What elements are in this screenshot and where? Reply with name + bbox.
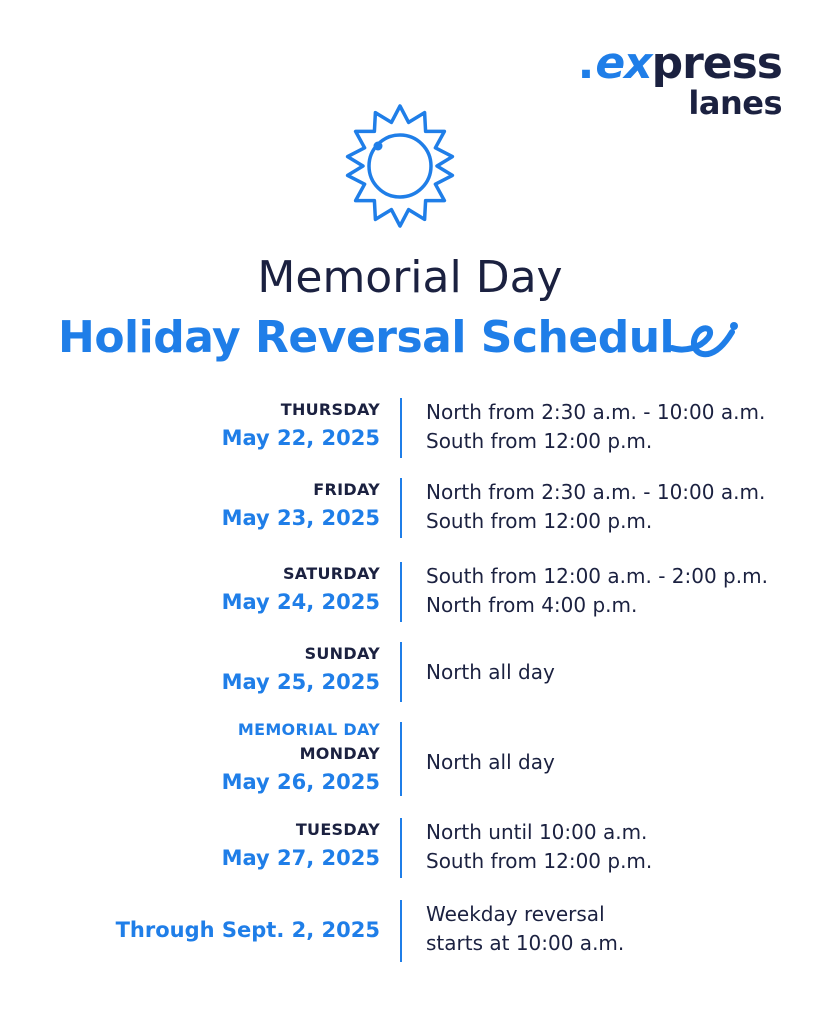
row-date-block: [222, 562, 380, 618]
title-memorial-day: Memorial Day: [257, 252, 563, 303]
row-times: [426, 658, 555, 687]
row-date-block: [116, 914, 380, 946]
schedule-row-memorial-day-monday: [0, 718, 820, 802]
row-date-block: [222, 642, 380, 698]
schedule-row-tuesday: [0, 818, 820, 882]
row-day: SUNDAY: [304, 644, 380, 663]
logo-ex: ex: [595, 38, 652, 89]
schedule-row-through-sept: [0, 900, 820, 964]
row-time-line: North from 2:30 a.m. - 10:00 a.m.: [426, 480, 766, 504]
row-divider: [400, 478, 402, 538]
logo-dot: .: [577, 38, 594, 89]
sun-icon: [336, 102, 464, 230]
row-times: [426, 478, 765, 536]
row-divider: [400, 642, 402, 702]
row-times: [426, 398, 765, 456]
schedule-row-saturday: [0, 562, 820, 626]
row-times: [426, 748, 555, 777]
row-day: SATURDAY: [282, 564, 380, 583]
row-time-line: North until 10:00 a.m.: [426, 820, 648, 844]
row-time-line: South from 12:00 p.m.: [426, 429, 653, 453]
schedule-row-thursday: [0, 398, 820, 462]
row-time-line: North all day: [426, 660, 555, 684]
row-date: May 23, 2025: [221, 506, 380, 530]
title-holiday-reversal-schedule: [58, 312, 740, 363]
row-times: [426, 562, 768, 620]
row-time-line: Weekday reversal: [426, 902, 605, 926]
logo-wordmark-express: [578, 38, 782, 90]
logo-press: press: [651, 38, 782, 89]
row-time-line: starts at 10:00 a.m.: [426, 931, 625, 955]
row-time-line: North all day: [426, 750, 555, 774]
row-time-line: South from 12:00 p.m.: [426, 509, 653, 533]
row-date: May 22, 2025: [221, 426, 380, 450]
row-date-block: [222, 478, 380, 534]
row-day: THURSDAY: [280, 400, 380, 419]
row-day: TUESDAY: [295, 820, 380, 839]
row-date-block: [222, 818, 380, 874]
row-time-line: South from 12:00 a.m. - 2:00 p.m.: [426, 564, 768, 588]
swoosh-e-icon: [670, 318, 740, 362]
row-divider: [400, 562, 402, 622]
row-time-line: North from 4:00 p.m.: [426, 593, 638, 617]
row-date: May 27, 2025: [221, 846, 380, 870]
row-time-line: North from 2:30 a.m. - 10:00 a.m.: [426, 400, 766, 424]
row-date-block: [222, 718, 380, 798]
row-time-line: South from 12:00 p.m.: [426, 849, 653, 873]
express-lanes-logo: [542, 38, 782, 122]
row-divider: [400, 722, 402, 796]
row-date: May 24, 2025: [221, 590, 380, 614]
row-divider: [400, 818, 402, 878]
row-date: May 25, 2025: [221, 670, 380, 694]
row-date: May 26, 2025: [221, 770, 380, 794]
row-times: [426, 818, 652, 876]
row-divider: [400, 398, 402, 458]
row-divider: [400, 900, 402, 962]
row-day: MONDAY: [299, 744, 380, 763]
row-day: FRIDAY: [313, 480, 380, 499]
title-schedule-text: Holiday Reversal Schedul: [58, 312, 675, 363]
row-times: [426, 900, 624, 958]
row-date: Through Sept. 2, 2025: [115, 918, 380, 942]
schedule-row-sunday: [0, 642, 820, 706]
logo-wordmark-lanes: lanes: [688, 84, 782, 122]
row-holiday: MEMORIAL DAY: [237, 720, 380, 739]
schedule-row-friday: [0, 478, 820, 542]
row-date-block: [222, 398, 380, 454]
